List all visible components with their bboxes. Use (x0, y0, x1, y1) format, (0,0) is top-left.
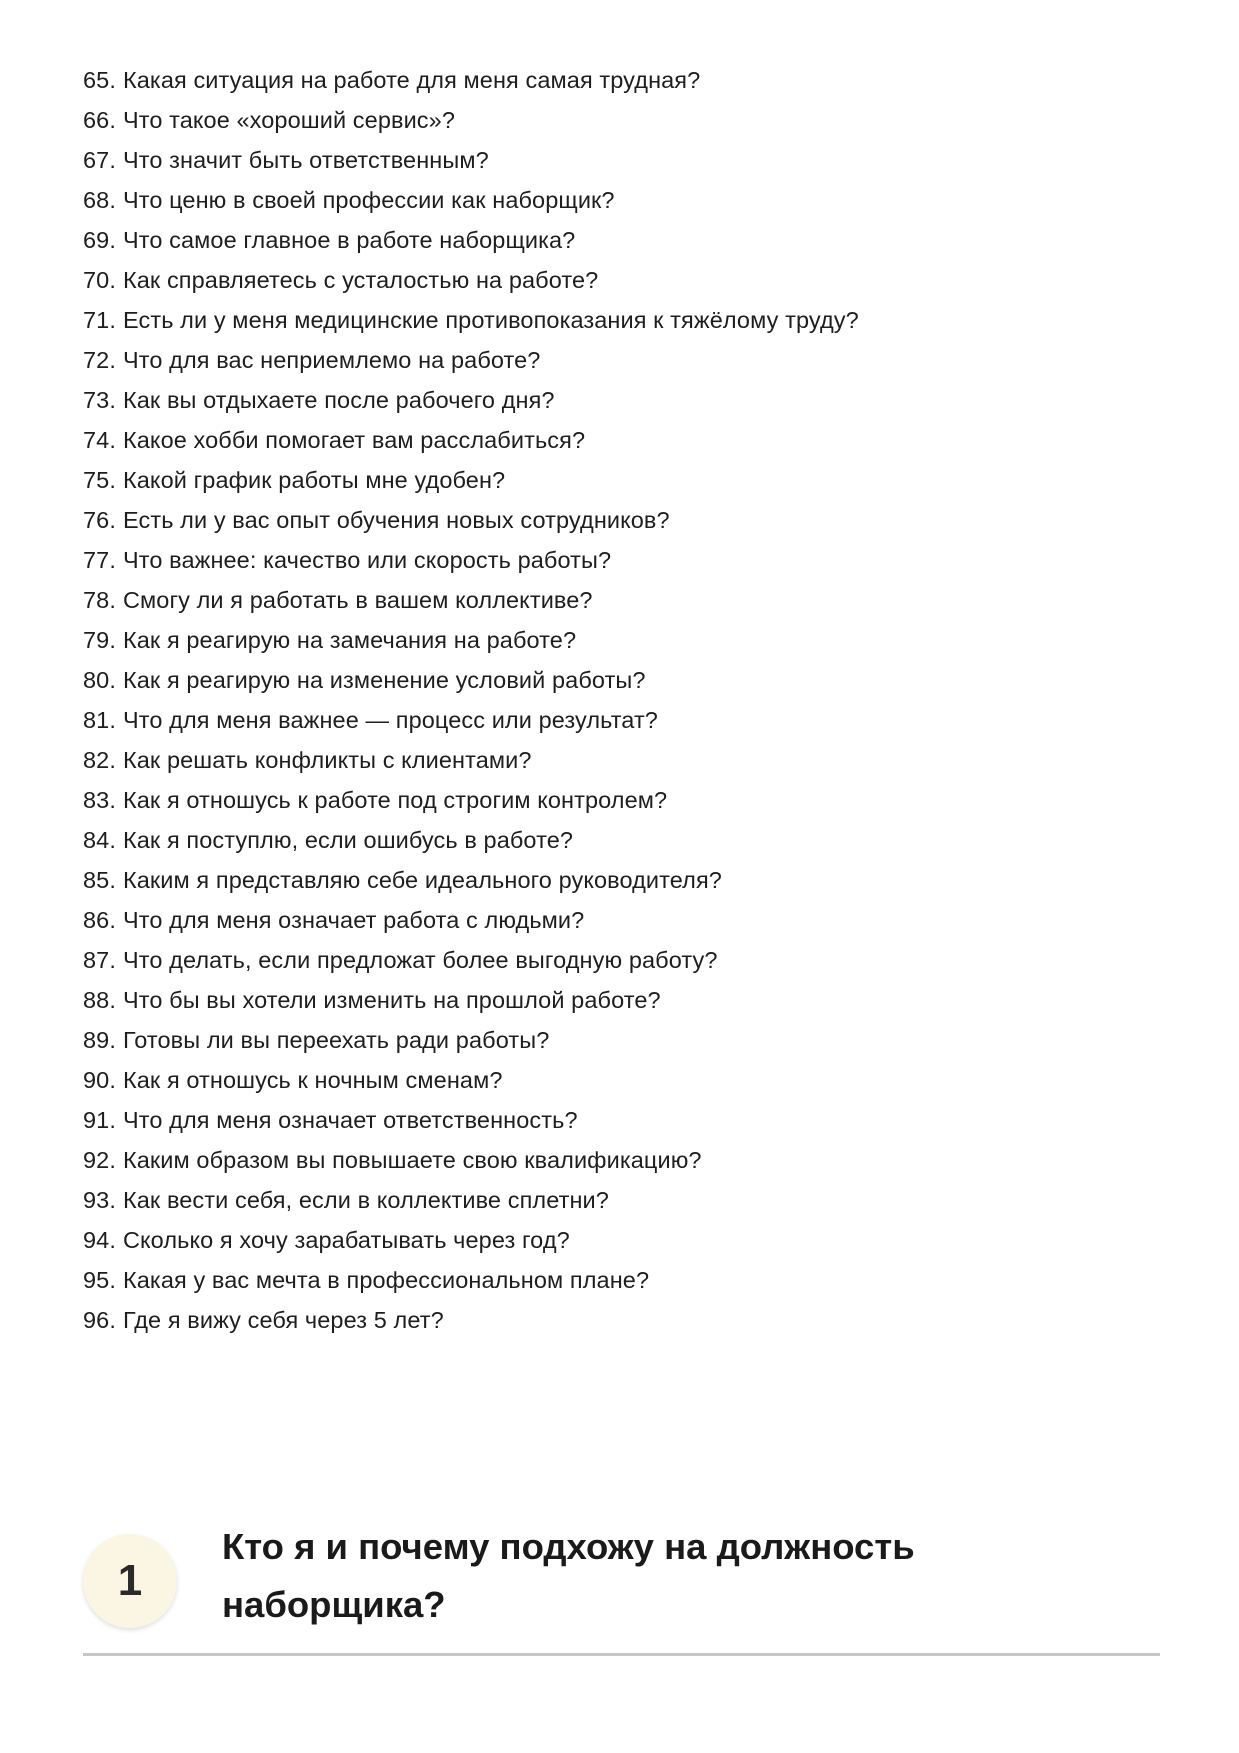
question-text: Как я реагирую на изменение условий работы? (122, 667, 646, 693)
question-list (83, 60, 859, 1340)
question-number: 90. (83, 1067, 116, 1093)
question-number: 68. (83, 187, 116, 213)
question-number: 75. (83, 467, 116, 493)
question-text: Как я поступлю, если ошибусь в работе? (122, 827, 574, 853)
question-item (83, 1100, 859, 1140)
question-item (83, 540, 859, 580)
question-item (83, 500, 859, 540)
question-item (83, 460, 859, 500)
question-item (83, 100, 859, 140)
question-number: 85. (83, 867, 116, 893)
question-text: Какая у вас мечта в профессиональном плане? (122, 1267, 650, 1293)
section-title: Кто я и почему подхожу на должность наборщика? (222, 1526, 915, 1625)
question-item (83, 900, 859, 940)
question-text: Есть ли у меня медицинские противопоказания к тяжёлому труду? (122, 307, 859, 333)
question-number: 94. (83, 1227, 116, 1253)
question-item (83, 1020, 859, 1060)
question-text: Что для меня означает ответственность? (122, 1107, 578, 1133)
question-text: Что делать, если предложат более выгодную работу? (122, 947, 718, 973)
question-text: Сколько я хочу зарабатывать через год? (122, 1227, 570, 1253)
question-item (83, 140, 859, 180)
question-number: 92. (83, 1147, 116, 1173)
question-number: 84. (83, 827, 116, 853)
question-item (83, 820, 859, 860)
question-item (83, 940, 859, 980)
question-number: 89. (83, 1027, 116, 1053)
question-number: 70. (83, 267, 116, 293)
question-number: 72. (83, 347, 116, 373)
question-item (83, 220, 859, 260)
question-item (83, 660, 859, 700)
question-text: Что такое «хороший сервис»? (122, 107, 456, 133)
question-text: Как я реагирую на замечания на работе? (122, 627, 577, 653)
question-item (83, 580, 859, 620)
question-text: Готовы ли вы переехать ради работы? (122, 1027, 550, 1053)
question-number: 86. (83, 907, 116, 933)
question-text: Где я вижу себя через 5 лет? (122, 1307, 444, 1333)
section-number-badge: 1 (83, 1534, 177, 1628)
question-number: 79. (83, 627, 116, 653)
section-heading (83, 1518, 1160, 1653)
question-text: Какое хобби помогает вам расслабиться? (122, 427, 586, 453)
question-item (83, 1180, 859, 1220)
question-item (83, 180, 859, 220)
question-text: Каким я представляю себе идеального руководителя? (122, 867, 722, 893)
question-item (83, 780, 859, 820)
question-number: 80. (83, 667, 116, 693)
question-number: 95. (83, 1267, 116, 1293)
question-item (83, 1220, 859, 1260)
question-number: 93. (83, 1187, 116, 1213)
question-text: Как я отношусь к ночным сменам? (122, 1067, 503, 1093)
question-item (83, 1300, 859, 1340)
question-text: Что для меня означает работа с людьми? (122, 907, 585, 933)
question-text: Как справляетесь с усталостью на работе? (122, 267, 599, 293)
question-number: 88. (83, 987, 116, 1013)
question-item (83, 980, 859, 1020)
question-item (83, 1260, 859, 1300)
question-text: Как решать конфликты с клиентами? (122, 747, 532, 773)
question-number: 81. (83, 707, 116, 733)
question-text: Что важнее: качество или скорость работы? (122, 547, 612, 573)
question-item (83, 420, 859, 460)
question-item (83, 1140, 859, 1180)
question-item (83, 740, 859, 780)
question-item (83, 1060, 859, 1100)
question-text: Как вести себя, если в коллективе сплетни? (122, 1187, 609, 1213)
question-number: 78. (83, 587, 116, 613)
question-number: 65. (83, 67, 116, 93)
question-text: Как я отношусь к работе под строгим контролем? (122, 787, 668, 813)
question-text: Какая ситуация на работе для меня самая трудная? (122, 67, 701, 93)
question-number: 73. (83, 387, 116, 413)
question-number: 69. (83, 227, 116, 253)
question-text: Какой график работы мне удобен? (122, 467, 506, 493)
question-text: Есть ли у вас опыт обучения новых сотрудников? (122, 507, 670, 533)
question-item (83, 60, 859, 100)
question-text: Смогу ли я работать в вашем коллективе? (122, 587, 593, 613)
question-number: 71. (83, 307, 116, 333)
question-text: Что самое главное в работе наборщика? (122, 227, 576, 253)
question-number: 67. (83, 147, 116, 173)
question-number: 74. (83, 427, 116, 453)
section-divider (83, 1653, 1160, 1656)
question-item (83, 340, 859, 380)
question-number: 77. (83, 547, 116, 573)
question-text: Что бы вы хотели изменить на прошлой работе? (122, 987, 661, 1013)
question-item (83, 300, 859, 340)
question-text: Как вы отдыхаете после рабочего дня? (122, 387, 555, 413)
question-item (83, 260, 859, 300)
question-text: Что для вас неприемлемо на работе? (122, 347, 541, 373)
question-item (83, 380, 859, 420)
question-number: 66. (83, 107, 116, 133)
question-number: 76. (83, 507, 116, 533)
question-text: Что для меня важнее — процесс или результат? (122, 707, 658, 733)
question-item (83, 620, 859, 660)
question-number: 87. (83, 947, 116, 973)
question-text: Что значит быть ответственным? (122, 147, 489, 173)
question-text: Что ценю в своей профессии как наборщик? (122, 187, 615, 213)
question-number: 83. (83, 787, 116, 813)
question-item (83, 700, 859, 740)
question-text: Каким образом вы повышаете свою квалификацию? (122, 1147, 702, 1173)
question-number: 96. (83, 1307, 116, 1333)
question-number: 91. (83, 1107, 116, 1133)
question-number: 82. (83, 747, 116, 773)
question-item (83, 860, 859, 900)
